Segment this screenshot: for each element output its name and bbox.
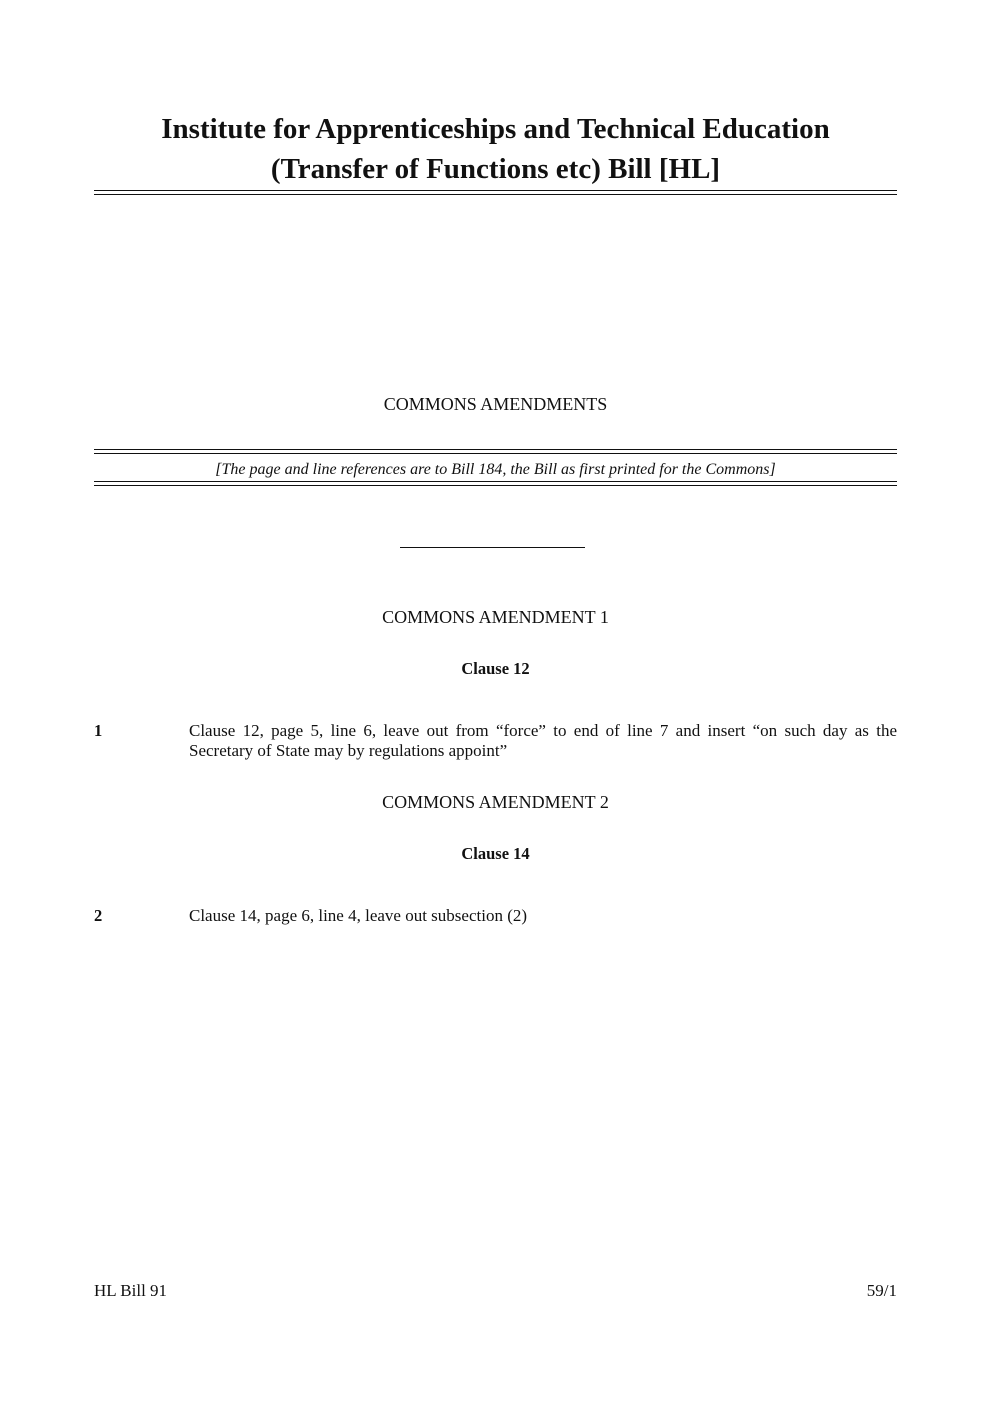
bill-title-line-1: Institute for Apprenticeships and Technical Education — [161, 113, 830, 145]
amendment-1-clause: Clause 12 — [461, 659, 530, 678]
bill-title-line-2: (Transfer of Functions etc) Bill [HL] — [270, 153, 721, 185]
amendment-2-clause: Clause 14 — [461, 844, 530, 863]
footer-page-reference: 59/1 — [866, 1281, 897, 1300]
section-heading: COMMONS AMENDMENTS — [383, 394, 608, 414]
amendment-1-text: Clause 12, page 5, line 6, leave out from “force” to end of line 7 and insert “on such day as the Secretary of State may by regulations appoint” — [189, 721, 897, 760]
amendment-2-number: 2 — [94, 906, 103, 925]
note-bottom-double-rule — [94, 481, 897, 486]
separator-rule — [400, 547, 585, 548]
amendment-2-text: Clause 14, page 6, line 4, leave out subsection (2) — [189, 906, 528, 925]
bill-title — [94, 109, 897, 189]
note-top-double-rule — [94, 449, 897, 454]
amendment-2-heading: COMMONS AMENDMENT 2 — [382, 792, 609, 812]
references-note: [The page and line references are to Bill 184, the Bill as first printed for the Commons] — [215, 461, 776, 478]
title-double-rule — [94, 190, 897, 195]
amendment-1-heading: COMMONS AMENDMENT 1 — [382, 607, 609, 627]
amendment-1-number: 1 — [94, 721, 103, 740]
footer-bill-reference: HL Bill 91 — [94, 1281, 168, 1300]
